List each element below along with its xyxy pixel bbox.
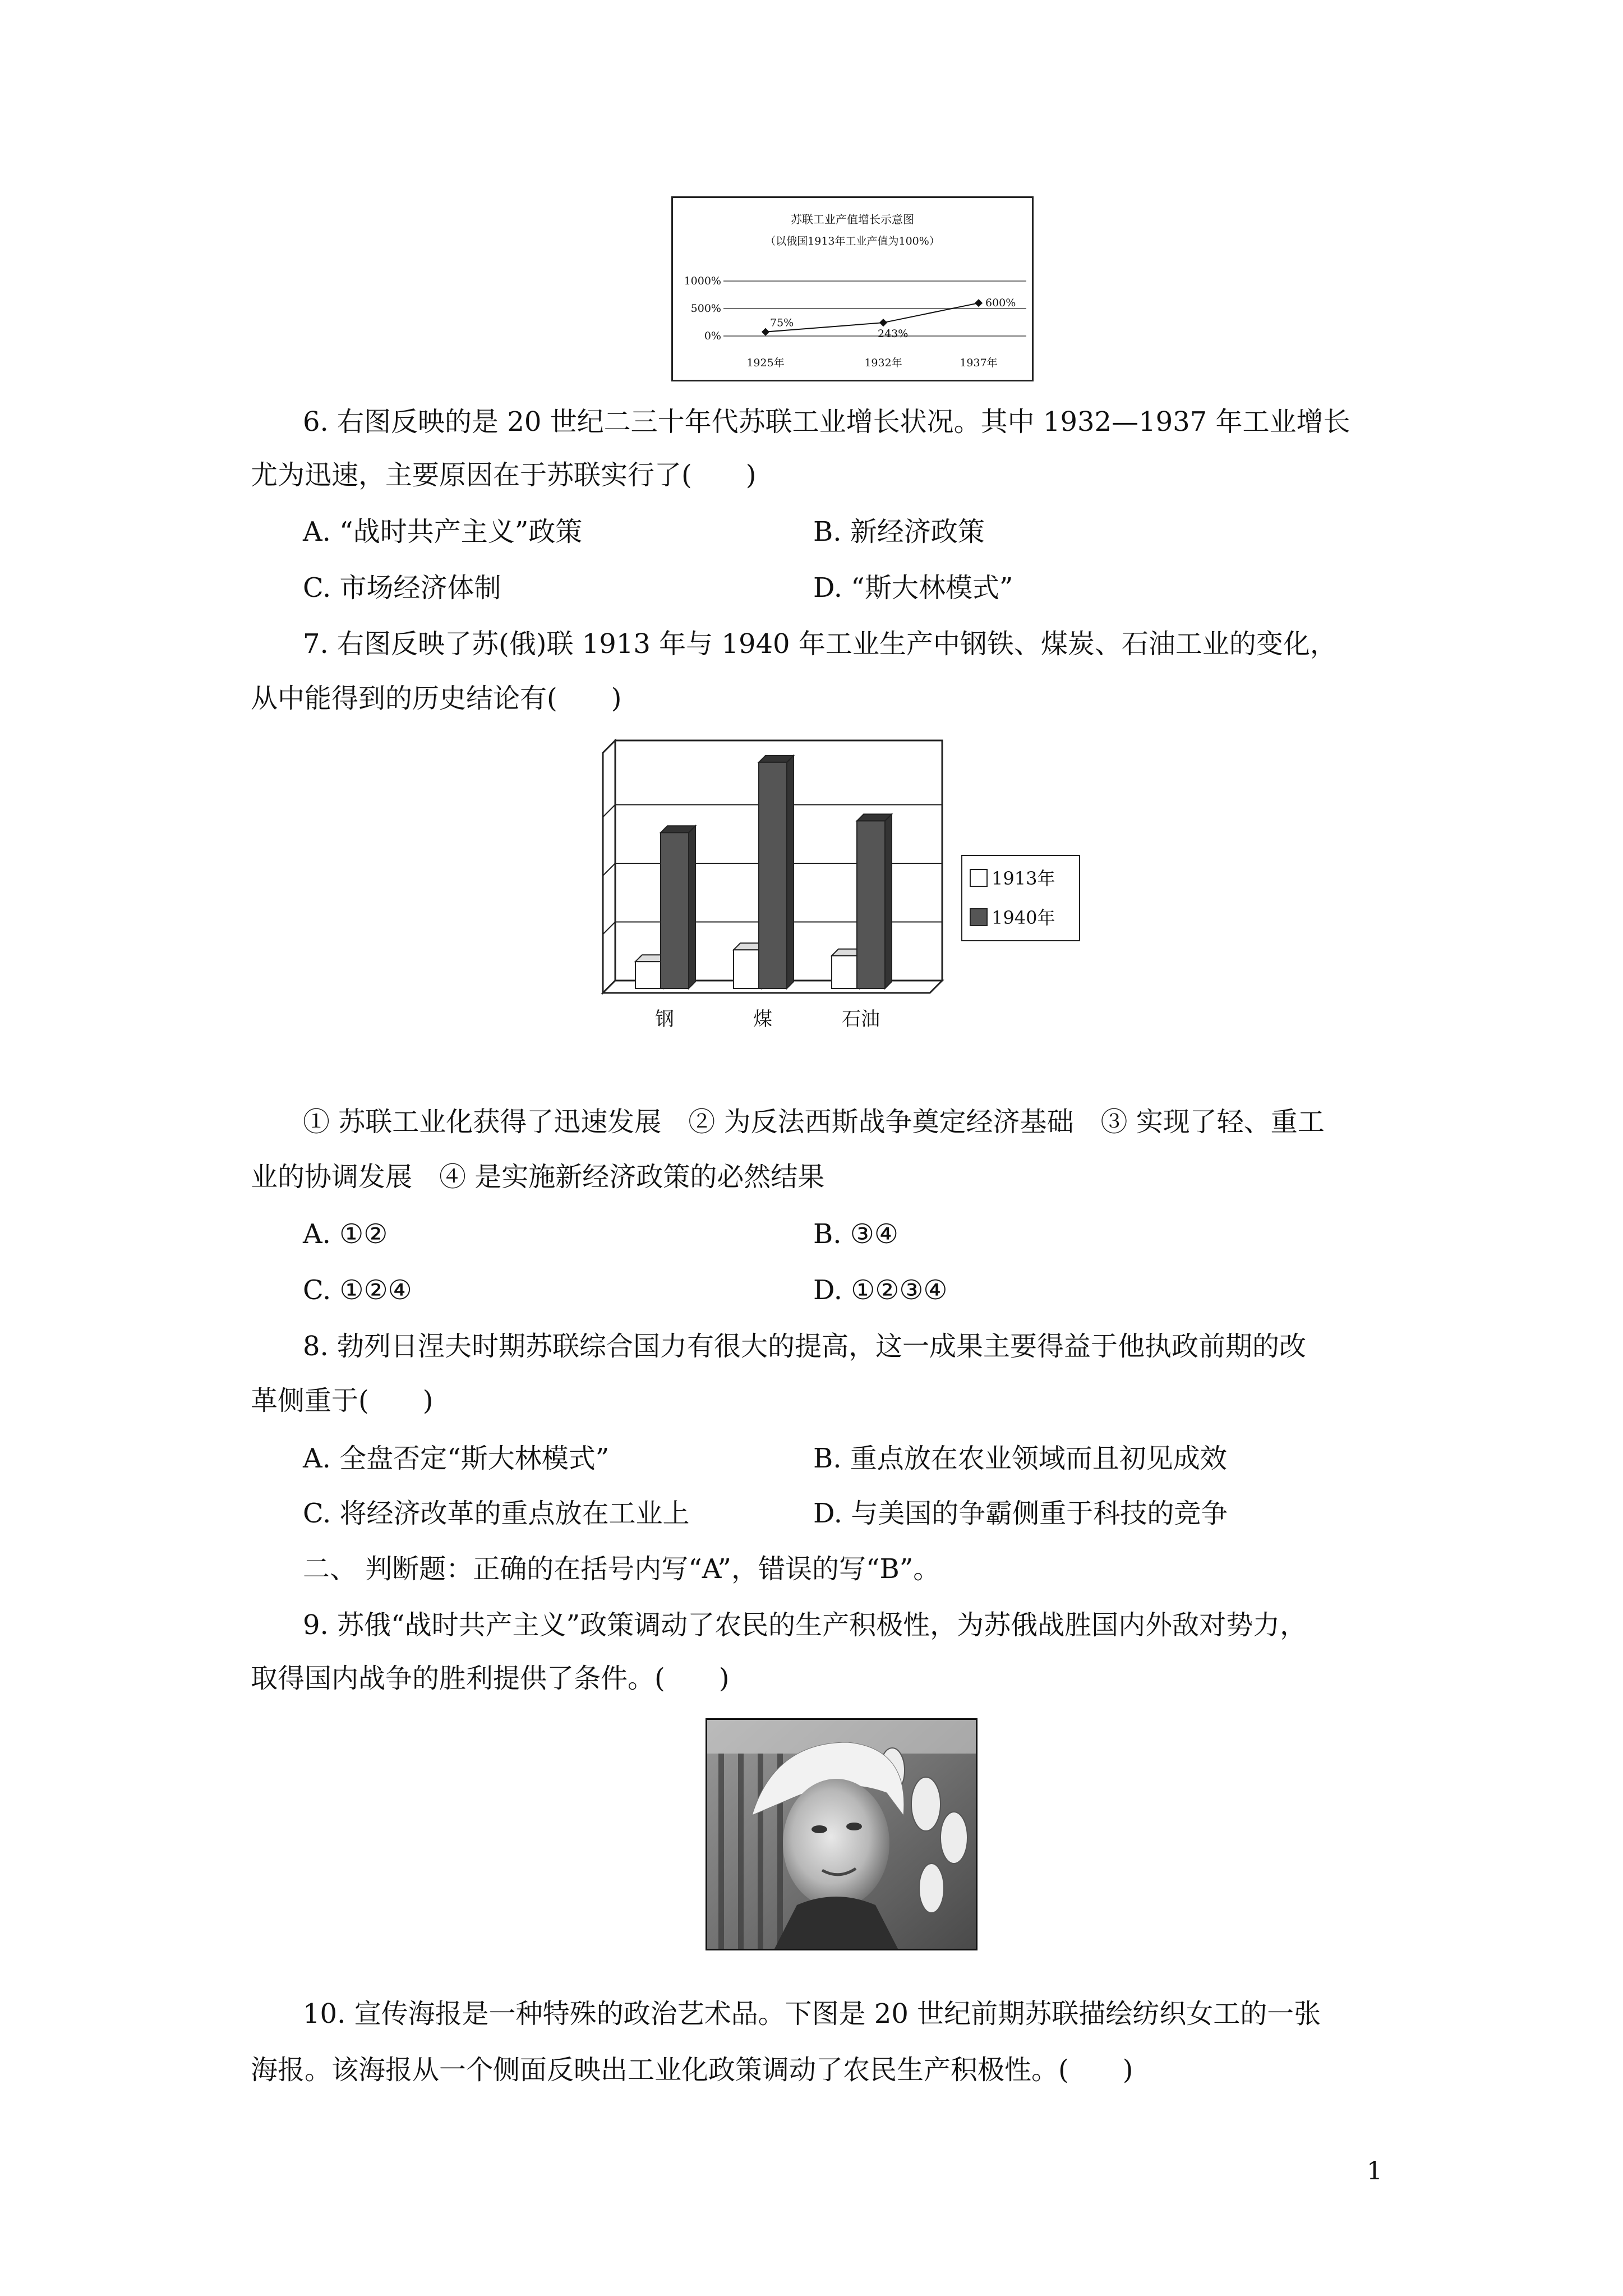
q9-stem-line1: 9. 苏俄“战时共产主义”政策调动了农民的生产积极性，为苏俄战胜国内外敌对势力， <box>303 1609 1307 1641</box>
q8-stem-line2: 革侧重于( ) <box>251 1385 434 1416</box>
q6-option-a: A. “战时共产主义”政策 <box>303 516 583 547</box>
q7-option-b: B. ③④ <box>813 1218 898 1250</box>
chart2-side-wall <box>603 740 615 993</box>
q6-option-b: B. 新经济政策 <box>813 516 985 547</box>
chart2-svg <box>583 729 1088 1043</box>
chart2-category-label: 石油 <box>842 1008 880 1030</box>
chart1-x-tick-label: 1932年 <box>864 357 902 369</box>
q6-stem-line1: 6. 右图反映的是 20 世纪二三十年代苏联工业增长状况。其中 1932—1937 年工业增长 <box>303 406 1350 438</box>
production-bar-chart <box>583 729 1088 1043</box>
chart1-y-tick-label: 0% <box>704 330 721 342</box>
q10-stem-line2: 海报。该海报从一个侧面反映出工业化政策调动了农民生产积极性。( ) <box>251 2054 1133 2086</box>
chart2-bar-side <box>885 814 892 988</box>
chart1-y-tick-label: 1000% <box>684 275 721 287</box>
chart1-data-label: 600% <box>985 297 1016 310</box>
chart1-data-point <box>879 319 887 326</box>
chart1-x-tick-label: 1937年 <box>960 357 998 369</box>
chart1-y-tick-label: 500% <box>690 302 721 315</box>
q8-stem-line1: 8. 勃列日涅夫时期苏联综合国力有很大的提高，这一成果主要得益于他执政前期的改 <box>303 1331 1307 1362</box>
chart1-data-label: 243% <box>878 328 909 341</box>
q6-option-c: C. 市场经济体制 <box>303 572 501 604</box>
chart2-bar-1940年 <box>759 762 787 988</box>
q6-option-d: D. “斯大林模式” <box>813 572 1013 604</box>
q10-stem-line1: 10. 宣传海报是一种特殊的政治艺术品。下图是 20 世纪前期苏联描绘纺织女工的一张 <box>303 1998 1321 2030</box>
q7-option-d: D. ①②③④ <box>813 1274 948 1306</box>
chart2-legend-swatch <box>970 869 987 886</box>
q7-statements-line2: 业的协调发展 ④ 是实施新经济政策的必然结果 <box>251 1161 825 1193</box>
chart2-bar-side <box>787 756 794 988</box>
chart2-bar-1940年 <box>661 832 689 988</box>
chart2-legend-label: 1940年 <box>992 907 1055 928</box>
q8-option-c: C. 将经济改革的重点放在工业上 <box>303 1498 690 1529</box>
chart2-bar-1913年 <box>734 950 762 988</box>
chart2-category-label: 钢 <box>655 1008 674 1030</box>
q7-option-a: A. ①② <box>303 1218 388 1250</box>
chart2-bar-1913年 <box>635 961 663 988</box>
chart2-category-label: 煤 <box>753 1008 772 1030</box>
q7-option-c: C. ①②④ <box>303 1274 412 1306</box>
chart1-subtitle: （以俄国1913年工业产值为100%） <box>765 235 940 247</box>
chart1-data-point <box>975 299 983 307</box>
chart1-data-label: 75% <box>770 316 794 329</box>
chart1-series-line <box>766 303 979 332</box>
q7-statements-line1: ① 苏联工业化获得了迅速发展 ② 为反法西斯战争奠定经济基础 ③ 实现了轻、重工 <box>303 1106 1325 1138</box>
chart1-data-point <box>762 328 769 336</box>
page-number: 1 <box>1367 2157 1382 2185</box>
q6-stem-line2: 尤为迅速，主要原因在于苏联实行了( ) <box>251 459 757 491</box>
section-2-heading: 二、 判断题：正确的在括号内写“A”，错误的写“B”。 <box>303 1553 940 1585</box>
chart2-legend-label: 1913年 <box>992 868 1055 889</box>
q7-stem-line1: 7. 右图反映了苏(俄)联 1913 年与 1940 年工业生产中钢铁、煤炭、石油工业的变化， <box>303 628 1337 660</box>
chart1-title: 苏联工业产值增长示意图 <box>791 213 914 226</box>
q8-option-b: B. 重点放在农业领域而且初见成效 <box>813 1443 1227 1474</box>
textile-worker-poster-photo <box>706 1718 978 1950</box>
q9-stem-line2: 取得国内战争的胜利提供了条件。( ) <box>251 1663 730 1694</box>
chart1-svg <box>673 198 1032 380</box>
q7-stem-line2: 从中能得到的历史结论有( ) <box>251 683 622 714</box>
q8-option-a: A. 全盘否定“斯大林模式” <box>303 1443 610 1474</box>
industrial-growth-line-chart <box>671 196 1034 381</box>
q8-option-d: D. 与美国的争霸侧重于科技的竞争 <box>813 1498 1228 1529</box>
chart2-bar-1913年 <box>832 956 860 988</box>
chart2-bar-side <box>689 826 695 988</box>
chart2-legend-swatch <box>970 909 987 926</box>
chart1-x-tick-label: 1925年 <box>746 357 785 369</box>
chart2-bar-1940年 <box>857 821 885 988</box>
